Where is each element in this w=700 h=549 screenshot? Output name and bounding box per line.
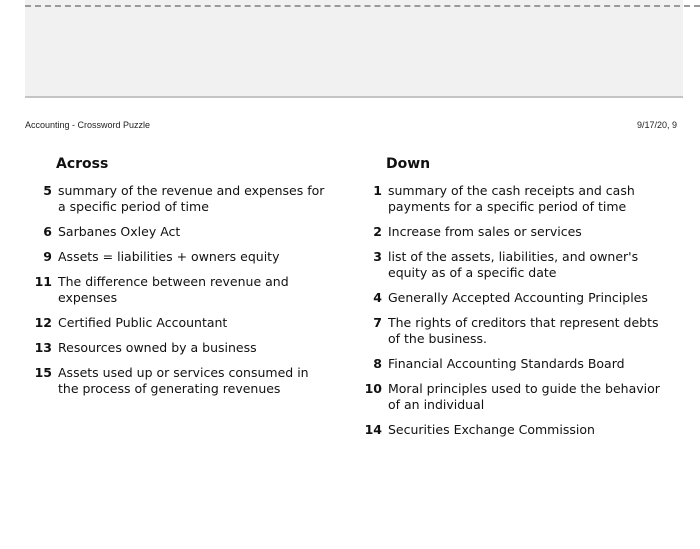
clue-number: 14 xyxy=(364,422,382,437)
clue-text: Securities Exchange Commission xyxy=(388,422,595,437)
clue-number: 13 xyxy=(34,340,52,355)
clue-text: summary of the revenue and expenses for a specific period of time xyxy=(58,183,325,214)
clue-item xyxy=(364,290,663,306)
down-clues xyxy=(364,156,663,447)
clue-number: 12 xyxy=(34,315,52,330)
clue-text: The rights of creditors that represent debts of the business. xyxy=(388,315,659,346)
clue-number: 11 xyxy=(34,274,52,289)
clue-text: Generally Accepted Accounting Principles xyxy=(388,290,648,305)
clue-number: 8 xyxy=(373,356,382,371)
clue-text: Sarbanes Oxley Act xyxy=(58,224,181,239)
clue-number: 6 xyxy=(43,224,52,239)
clue-item xyxy=(364,224,663,240)
clue-text: summary of the cash receipts and cash payments for a specific period of time xyxy=(388,183,635,214)
clue-item xyxy=(364,249,663,281)
clue-number: 7 xyxy=(373,315,382,330)
clue-item xyxy=(364,315,663,347)
clue-text: Increase from sales or services xyxy=(388,224,582,239)
page-title: Accounting - Crossword Puzzle xyxy=(25,120,151,130)
clue-item xyxy=(364,356,663,372)
clue-number: 15 xyxy=(34,365,52,380)
clue-number: 10 xyxy=(364,381,382,396)
puzzle-grid-area xyxy=(25,0,683,98)
clue-item xyxy=(364,183,663,215)
clue-number: 4 xyxy=(373,290,382,305)
clue-item xyxy=(34,224,333,240)
clue-text: Certified Public Accountant xyxy=(58,315,228,330)
across-clues xyxy=(34,156,333,406)
clue-item xyxy=(34,183,333,215)
down-heading: Down xyxy=(386,156,431,172)
clue-number: 3 xyxy=(373,249,382,264)
clue-number: 2 xyxy=(373,224,382,239)
clue-number: 9 xyxy=(43,249,52,264)
print-date: 9/17/20, 9 xyxy=(637,120,678,130)
clue-item xyxy=(364,381,663,413)
clue-item xyxy=(34,340,333,356)
clue-item xyxy=(34,315,333,331)
across-heading: Across xyxy=(56,156,109,172)
clue-item xyxy=(34,274,333,306)
clue-text: Financial Accounting Standards Board xyxy=(388,356,625,371)
clue-item xyxy=(364,422,663,438)
clue-number: 1 xyxy=(373,183,382,198)
clue-number: 5 xyxy=(43,183,52,198)
clue-text: Resources owned by a business xyxy=(58,340,257,355)
clue-text: list of the assets, liabilities, and owner's equity as of a specific date xyxy=(388,249,639,280)
clue-item xyxy=(34,365,333,397)
clue-text: Moral principles used to guide the behavior of an individual xyxy=(388,381,660,412)
clue-text: The difference between revenue and expenses xyxy=(58,274,289,305)
clue-item xyxy=(34,249,333,265)
dashed-divider xyxy=(25,5,700,7)
clue-text: Assets used up or services consumed in the process of generating revenues xyxy=(58,365,309,396)
clue-text: Assets = liabilities + owners equity xyxy=(58,249,280,264)
